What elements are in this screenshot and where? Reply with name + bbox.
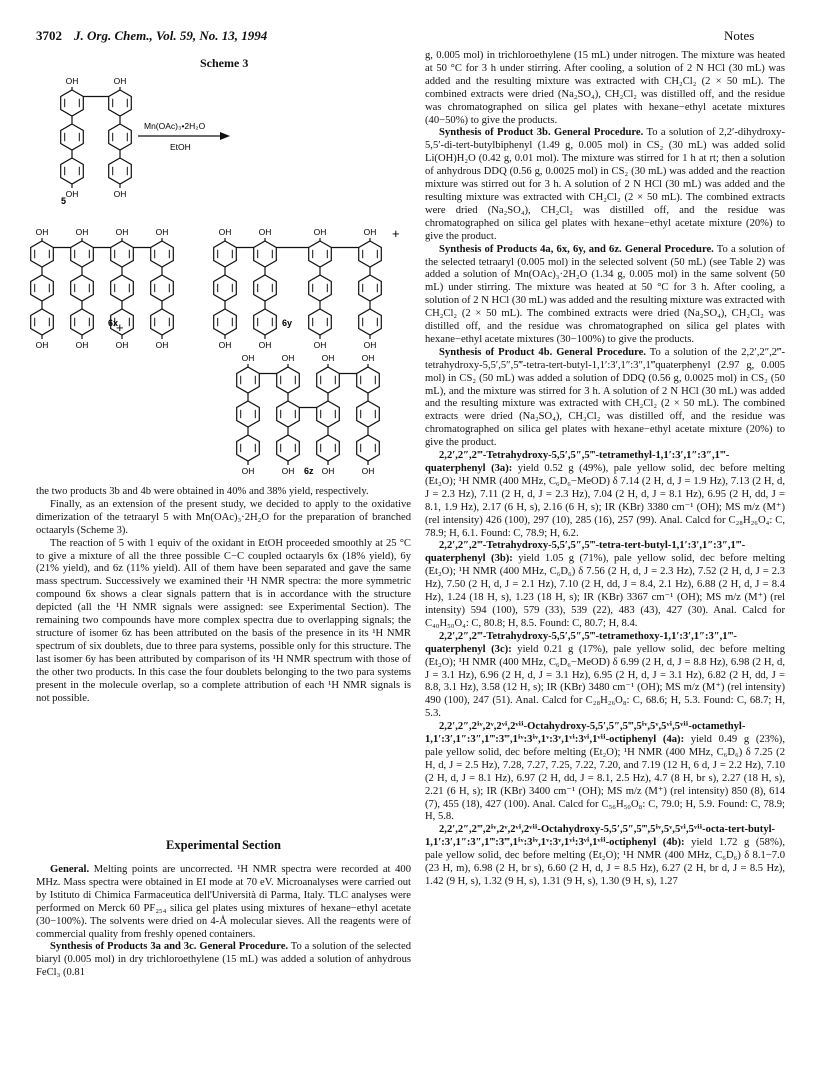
hydroxyl-label: OH [65,189,79,199]
benzene-ring [317,401,340,427]
compound-heading: 2,2′,2″,2‴-Tetrahydroxy-5,5′,5″,5‴-tetra-tert-butyl-1,1′:3′,1″:3″,1‴-quaterphenyl (3b): [425,540,746,565]
benzene-ring [317,435,340,461]
compound-5 [61,76,132,199]
hydroxyl-label: OH [281,466,295,476]
hydroxyl-label: OH [241,466,255,476]
plus-sign-1: + [116,320,124,335]
label-5: 5 [61,196,67,206]
compound-6y [214,227,382,350]
page-number: 3702 [36,28,62,43]
benzene-ring [359,241,382,267]
hydroxyl-label: OH [363,227,377,237]
benzene-ring [214,275,237,301]
benzene-ring [359,309,382,335]
benzene-ring [309,241,332,267]
subsection-heading: Synthesis of Products 3a and 3c. General Procedure. [50,941,289,953]
paragraph: The reaction of 5 with 1 equiv of the oxidant in EtOH proceeded smoothly at 25 °C to give a mixture of all the three possible C−C coupled octaaryls 6x (18% yield), 6y (21% yield), and 6z (11% yield). All of them have been separated and gave the same mass spectrum. Successively we examined their ¹H NMR spectra: the more symmetric compound 6x shows a clear signals pattern that is in accordance with the structure depicted (all the ¹H NMR signals were assigned: see Experimental Section). The remaining two compounds have more complex spectra due to overlapping signals; the structure of isomer 6z has been attributed on the basis of the presence in its ¹H NMR spectrum of six doublets, due to three para systems, possible only for this structure. The last isomer 6y has been attributed by comparison of its ¹H NMR spectrum with those of the other two products. In this case the four doublets belonging to the two para systems present in the molecule overlap, so a complete attribution of each ¹H NMR signals is not possible. [36,537,411,704]
hydroxyl-label: OH [155,227,169,237]
benzene-ring [237,367,260,393]
benzene-ring [357,401,380,427]
benzene-ring [151,275,174,301]
paragraph: To a solution of the 2,2′,2″,2‴-tetrahydroxy-5,5′,5″,5‴-tetra-tert-butyl-1,1′:3′,1″:3″,1‴quaterphenyl (2.97 g, 0.005 mol) in CS₂ (50 mL) was added a solution of DDQ (0.56 g, 0.0025 mol) in CS₂ (50 mL), and the mixture was stirred for 3 h. A solution of 2 N HCl (30 mL) was added and the resulting mixture was extracted with CH₂Cl₂ (2 × 50 mL). The combined extracts were dried (Na₂SO₄), CH₂Cl₂ was distilled off, and the residue was chromatographed on silica gel plates with hexane−ethyl acetate mixture (20%) to give the product. [425,346,785,449]
hydroxyl-label: OH [113,76,127,86]
left-column-experimental [36,864,411,980]
hydroxyl-label: OH [113,189,127,199]
benzene-ring [359,275,382,301]
scheme-3-structures [20,70,420,490]
benzene-ring [109,90,132,116]
paragraph: To a solution of the selected tetraaryl (0.005 mol) in the selected solvent (50 mL) (see Table 2) was added a solution of Mn(OAc)₃·2H₂O (1.34 g, 0.005 mol) in the same solvent (50 mL) under stirring. The mixture was heated at 50 °C for 3 h. After cooling, a solution of 2 N HCl (30 mL) was added and the resulting mixture was extracted with CH₂Cl₂ (2 × 50 mL). The combined extracts were dried (Na₂SO₄), CH₂Cl₂ was distilled off, and the residue was chromatographed on silica gel plates with hexane−ethyl acetate mixtures (30−100%) to give the products. [425,243,786,345]
compound-6x [31,227,174,350]
hydroxyl-label: OH [361,353,375,363]
benzene-ring [61,90,84,116]
benzene-ring [214,241,237,267]
hydroxyl-label: OH [155,340,169,350]
paragraph: Finally, as an extension of the present study, we decided to apply to the oxidative dimerization of the tetraaryl 5 with Mn(OAc)₃·2H₂O for the preparation of branched octaaryls (Scheme 3). [36,498,411,536]
benzene-ring [357,435,380,461]
paragraph: g, 0.005 mol) in trichloroethylene (15 mL) under nitrogen. The mixture was heated at 50 °C for 3 h under stirring. After cooling, a solution of 2 N HCl (30 mL) was added and the resulting mixture was extracted with CH₂Cl₂ (2 × 50 mL). The combined extracts were dried (Na₂SO₄), CH₂Cl₂ was distilled off, and the residue was chromatographed on silica gel plates with hexane−ethyl acetate mixtures (40−50%) to give the products. [425,50,785,126]
benzene-ring [254,309,277,335]
benzene-ring [237,401,260,427]
benzene-ring [151,309,174,335]
compound-data: yield 1.05 g (71%), pale yellow solid, dec before melting (Et₂O); ¹H NMR (400 MHz, C₆D₆) δ 7.56 (2 H, d, J = 2.3 Hz), 7.52 (2 H, d, J = 2.3 Hz), 7.50 (2 H, d, J = 2.1 Hz), 7.10 (2 H, dd, J = 8.4, 2.1 Hz), 6.88 (2 H, d, J = 8.4 Hz), 1.24 (18 H, s), 1.23 (18 H, s); IR (KBr) 3367 cm⁻¹ (OH); MS m/z (M⁺) (rel intensity) 594 (100), 579 (33), 539 (22), 483 (43), 427 (30). Anal. Calcd for C₄₀H₅₀O₄: C, 80.8; H, 8.5. Found: C, 80.7; H, 8.4. [425,553,785,629]
hydroxyl-label: OH [363,340,377,350]
hydroxyl-label: OH [35,227,49,237]
benzene-ring [71,309,94,335]
compound-heading: 2,2′,2″,2‴-Tetrahydroxy-5,5′,5″,5‴-tetramethyl-1,1′:3′,1″:3″,1‴-quaterphenyl (3a): [425,450,730,474]
benzene-ring [61,158,84,184]
paragraph: the two products 3b and 4b were obtained in 40% and 38% yield, respectively. [36,486,369,497]
hydroxyl-label: OH [35,340,49,350]
benzene-ring [109,124,132,150]
hydroxyl-label: OH [241,353,255,363]
benzene-ring [277,401,300,427]
compound-heading: 2,2′,2″,2‴,2ⁱᵛ,2ᵛ,2ᵛⁱ,2ᵛⁱⁱ-Octahydroxy-5,5′,5″,5‴,5ⁱᵛ,5ᵛ,5ᵛⁱ,5ᵛⁱⁱ-octa-tert-butyl-1,1′:3′,1″:3″,1‴:3‴,1ⁱᵛ:3ⁱᵛ,1ᵛ:3ᵛ,1ᵛⁱ:3ᵛⁱ,1ᵛⁱⁱ-octiphenyl (4b): [425,824,776,849]
benzene-ring [61,124,84,150]
benzene-ring [31,309,54,335]
compound-data: yield 1.72 g (58%), pale yellow solid, dec before melting (Et₂O); ¹H NMR (400 MHz, C₆D₆) δ 8.1−7.0 (23 H, m), 6.98 (2 H, br s), 6.60 (2 H, d, J = 8.5 Hz), 6.27 (2 H, br d, J = 8.5 Hz), 1.42 (9 H, s), 1.32 (9 H, s), 1.31 (9 H, s), 1.30 (9 H, s), 1.27 [425,837,785,887]
paragraph: To a solution of the selected biaryl (0.005 mol) in dry trichloroethylene (15 mL) was added a solution of anhydrous FeCl₃ (0.81 [36,941,411,979]
benzene-ring [317,367,340,393]
hydroxyl-label: OH [218,227,232,237]
hydroxyl-label: OH [75,227,89,237]
paragraph: To a solution of 2,2′-dihydroxy-5,5′-di-tert-butylbiphenyl (1.49 g, 0.005 mol) in CS₂ (30 mL) was added solid Li(OH)H₂O (0.42 g, 0.01 mol). The mixture was stirred for 1 h at rt; then a solution of anhydrous DDQ (0.56 g, 0.0025 mol) in CS₂ (30 mL) was added and the reaction mixture was stirred out for 3 h. A solution of 2 N HCl (30 mL) was added and the resulting mixture was extracted with CH₂Cl₂ (2 × 50 mL). The combined extracts were dried (Na₂SO₄), CH₂Cl₂ was distilled off, and the residue was chromatographed on silica gel plates with hexane−ethyl acetate mixture (20%) to give the product. [425,127,785,242]
subsection-heading: Synthesis of Product 3b. General Procedure. [439,127,644,139]
hydroxyl-label: OH [313,340,327,350]
compound-data: yield 0.49 g (23%), pale yellow solid, dec before melting (Et₂O); ¹H NMR (400 MHz, C₆D₆) δ 7.25 (2 H, d, J = 2.5 Hz), 7.28, 7.27, 7.25, 7.22, 7.20, and 7.19 (12 H, 6 d, J = 2.2 Hz), 7.10 (2 H, d, J = 8.1 Hz), 6.97 (2 H, dd, J = 8.1, 2.5 Hz), 4.7 (8 H, br s), 2.27 (18 H, s), 2.21 (6 H, s); IR (KBr) 3400 cm⁻¹ (OH); MS m/z (M⁺) (rel intensity) 850 (8), 614 (7), 455 (18), 427 (100). Anal. Calcd for C₅₆H₅₀O₈: C, 79.0; H, 5.9. Found: C, 78.9; H, 5.8. [425,734,785,823]
benzene-ring [111,275,134,301]
benzene-ring [31,241,54,267]
left-column-intro [36,486,411,705]
benzene-ring [71,241,94,267]
subsection-heading: Synthesis of Products 4a, 6x, 6y, and 6z. General Procedure. [439,243,714,255]
label-6y: 6y [282,318,293,328]
hydroxyl-label: OH [258,340,272,350]
hydroxyl-label: OH [258,227,272,237]
reagent-text: Mn(OAc)₃•2H₂O [144,121,206,131]
hydroxyl-label: OH [65,76,79,86]
label-6x: 6x [108,318,119,328]
plus-sign-2: + [392,226,400,241]
paragraph: Melting points are uncorrected. ¹H NMR spectra were recorded at 400 MHz. Mass spectra were obtained in EI mode at 70 eV. Microanalyses were carried out by Istituto di Chimica Farmaceutica dell'Università di Parma, Italy. TLC analyses were performed on Merck 60 PF₂₅₄ silica gel plates using mixtures of hexane−ethyl acetate (30−100%). The solvents were dried on 4-Å molecular sieves. All the reagents were of commercial quality from freshly opened containers. [36,864,411,940]
benzene-ring [277,435,300,461]
benzene-ring [214,309,237,335]
benzene-ring [237,435,260,461]
section-name: Notes [724,28,755,43]
hydroxyl-label: OH [361,466,375,476]
reaction-arrow [138,132,230,140]
benzene-ring [309,309,332,335]
journal-citation: J. Org. Chem., Vol. 59, No. 13, 1994 [74,28,268,43]
compound-heading: 2,2′,2″,2‴-Tetrahydroxy-5,5′,5″,5‴-tetramethoxy-1,1′:3′,1″:3″,1‴-quaterphenyl (3c): [425,630,737,655]
compound-data: yield 0.21 g (17%), pale yellow solid, dec before melting (Et₂O); ¹H NMR (400 MHz, C₆D₆−MeOD) δ 6.99 (2 H, d, J = 8.8 Hz), 6.98 (2 H, d, J = 3.1 Hz), 6.96 (2 H, d, J = 3.1 Hz), 6.95 (2 H, d, J = 3.1 Hz), 6.82 (2 H, dd, J = 8.8, 3.1 Hz), 3.58 (12 H, s); IR (KBr) 3480 cm⁻¹ (OH); MS m/z (M⁺) (rel intensity) 490 (100), 247 (51). Anal. Calcd for C₂₈H₂₆O₈: C, 68.6; H, 5.3. Found: C, 68.7; H, 5.3. [425,643,785,720]
compound-6z [237,353,380,476]
benzene-ring [357,367,380,393]
right-column [425,50,785,889]
hydroxyl-label: OH [281,353,295,363]
scheme-title: Scheme 3 [200,56,249,70]
hydroxyl-label: OH [115,227,129,237]
label-6z: 6z [304,466,314,476]
hydroxyl-label: OH [115,340,129,350]
benzene-ring [254,241,277,267]
benzene-ring [151,241,174,267]
compound-data: yield 0.52 g (49%), pale yellow solid, dec before melting (Et₂O); ¹H NMR (400 MHz, C₆D₆−MeOD) δ 7.14 (2 H, d, J = 1.9 Hz), 7.13 (2 H, d, J = 2.3 Hz), 7.11 (2 H, d, J = 2.3 Hz), 7.04 (2 H, d, J = 8.1 Hz), 6.95 (2 H, dd, J = 8.1, 1.9 Hz), 2.17 (6 H, s), 2.16 (6 H, s); IR (KBr) 3380 cm⁻¹ (OH); MS m/z (M⁺) (rel intensity) 426 (100), 297 (10), 285 (16), 257 (99). Anal. Calcd for C₂₈H₂₆O₄: C, 78.9; H, 6.1. Found: C, 78.9; H, 6.2. [425,463,785,539]
section-heading: Experimental Section [166,838,281,852]
hydroxyl-label: OH [321,353,335,363]
subsection-heading: General. [50,864,90,875]
benzene-ring [309,275,332,301]
benzene-ring [71,275,94,301]
benzene-ring [254,275,277,301]
benzene-ring [111,241,134,267]
compound-heading: 2,2′,2″,2ⁱᵛ,2ᵛ,2ᵛⁱ,2ᵛⁱⁱ-Octahydroxy-5,5′,5″,5‴,5ⁱᵛ,5ᵛ,5ᵛⁱ,5ᵛⁱⁱ-octamethyl-1,1′:3′,1″:3″,1‴:3‴,1ⁱᵛ:3ⁱᵛ,1ᵛ:3ᵛ,1ᵛⁱ:3ᵛⁱ,1ᵛⁱⁱ-octiphenyl (4a): [425,721,746,746]
solvent-text: EtOH [170,142,191,152]
hydroxyl-label: OH [218,340,232,350]
hydroxyl-label: OH [321,466,335,476]
benzene-ring [277,367,300,393]
benzene-ring [109,158,132,184]
hydroxyl-label: OH [313,227,327,237]
subsection-heading: Synthesis of Product 4b. General Procedure. [439,346,646,358]
hydroxyl-label: OH [75,340,89,350]
benzene-ring [31,275,54,301]
